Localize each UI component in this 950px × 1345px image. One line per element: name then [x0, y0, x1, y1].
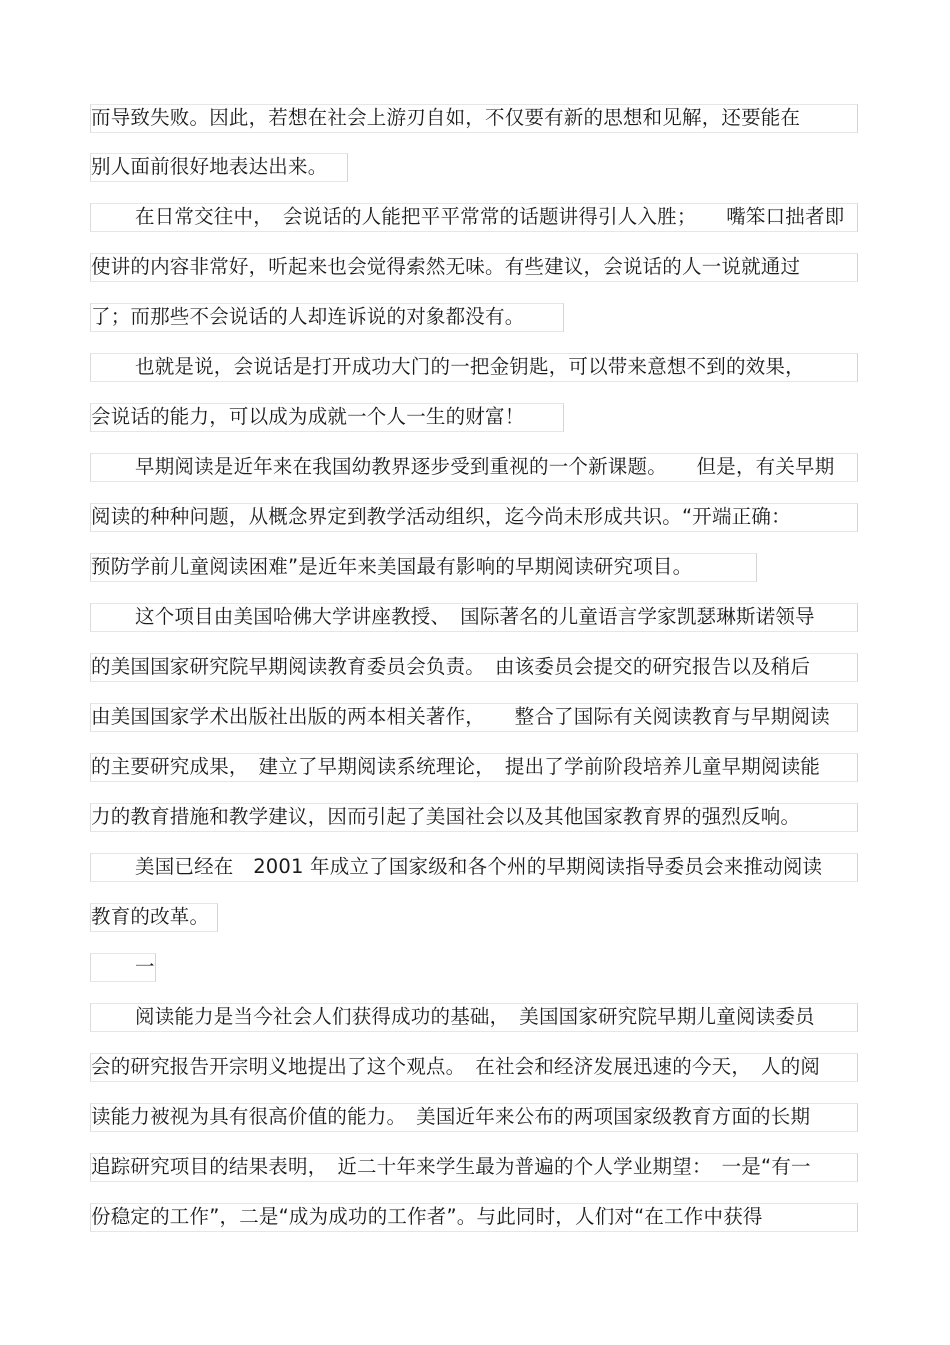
- text-line: 预防学前儿童阅读困难”是近年来美国最有影响的早期阅读研究项目。: [91, 555, 693, 578]
- paragraph-start-line: 美国已经在 2001 年成立了国家级和各个州的早期阅读指导委员会来推动阅读: [135, 855, 823, 878]
- text-line: 阅读的种种问题，从概念界定到教学活动组织，迄今尚未形成共识。“开端正确：: [91, 505, 791, 528]
- text-line: 的美国国家研究院早期阅读教育委员会负责。 由该委员会提交的研究报告以及稍后: [91, 655, 811, 678]
- paragraph-start-line: 也就是说，会说话是打开成功大门的一把金钥匙，可以带来意想不到的效果，: [135, 355, 805, 378]
- paragraph-start-line: 在日常交往中， 会说话的人能把平平常常的话题讲得引人入胜； 嘴笨口拙者即: [135, 205, 845, 228]
- paragraph-start-line: 阅读能力是当今社会人们获得成功的基础， 美国国家研究院早期儿童阅读委员: [135, 1005, 815, 1028]
- text-line: 由美国国家学术出版社出版的两本相关著作， 整合了国际有关阅读教育与早期阅读: [91, 705, 830, 728]
- paragraph-start-line: 这个项目由美国哈佛大学讲座教授、 国际著名的儿童语言学家凯瑟琳斯诺领导: [135, 605, 815, 628]
- text-line: 别人面前很好地表达出来。: [91, 155, 328, 178]
- text-line: 会说话的能力，可以成为成就一个人一生的财富！: [91, 405, 525, 428]
- text-line: 追踪研究项目的结果表明， 近二十年来学生最为普遍的个人学业期望： 一是“有一: [91, 1155, 811, 1178]
- text-line: 教育的改革。: [91, 905, 210, 928]
- text-line: 读能力被视为具有很高价值的能力。 美国近年来公布的两项国家级教育方面的长期: [91, 1105, 811, 1128]
- text-line: 力的教育措施和教学建议，因而引起了美国社会以及其他国家教育界的强烈反响。: [91, 805, 801, 828]
- text-line: 使讲的内容非常好，听起来也会觉得索然无味。有些建议，会说话的人一说就通过: [91, 255, 801, 278]
- text-line: 而导致失败。因此，若想在社会上游刃自如，不仅要有新的思想和见解，还要能在: [91, 106, 801, 129]
- section-marker: 一: [135, 955, 155, 978]
- text-line: 了；而那些不会说话的人却连诉说的对象都没有。: [91, 305, 525, 328]
- text-line: 会的研究报告开宗明义地提出了这个观点。 在社会和经济发展迅速的今天， 人的阅: [91, 1055, 821, 1078]
- text-line: 的主要研究成果， 建立了早期阅读系统理论， 提出了学前阶段培养儿童早期阅读能: [91, 755, 821, 778]
- text-line: 份稳定的工作”，二是“成为成功的工作者”。与此同时，人们对“在工作中获得: [91, 1205, 763, 1228]
- paragraph-start-line: 早期阅读是近年来在我国幼教界逐步受到重视的一个新课题。 但是，有关早期: [135, 455, 835, 478]
